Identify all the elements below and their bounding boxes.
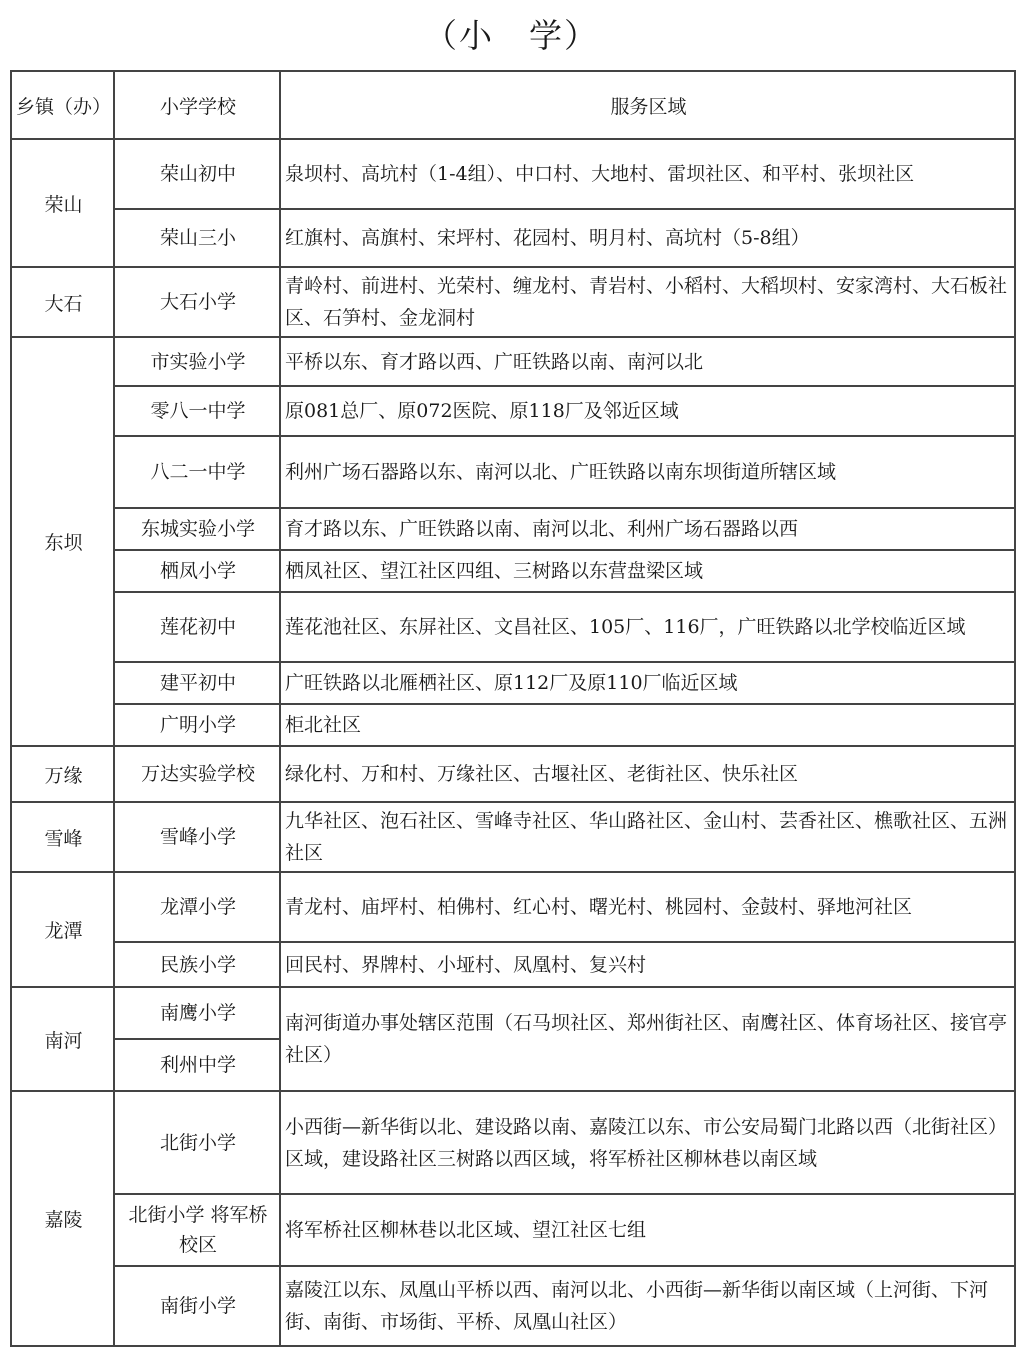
area-cell: 平桥以东、育才路以西、广旺铁路以南、南河以北 — [280, 337, 1015, 386]
school-cell: 南街小学 — [114, 1266, 280, 1346]
area-cell: 育才路以东、广旺铁路以南、南河以北、利州广场石器路以西 — [280, 508, 1015, 550]
table-row — [11, 1091, 1015, 1194]
table-row — [11, 746, 1015, 802]
school-cell: 栖凤小学 — [114, 550, 280, 592]
area-cell: 青岭村、前进村、光荣村、缠龙村、青岩村、小稻村、大稻坝村、安家湾村、大石板社区、石笋村、金龙洞村 — [280, 267, 1015, 337]
school-district-table — [10, 70, 1016, 1347]
area-cell: 栖凤社区、望江社区四组、三树路以东营盘梁区域 — [280, 550, 1015, 592]
area-cell: 柜北社区 — [280, 704, 1015, 746]
school-cell: 民族小学 — [114, 942, 280, 987]
school-cell: 建平初中 — [114, 662, 280, 704]
page-title: （小 学） — [424, 16, 599, 55]
school-cell: 荣山三小 — [114, 209, 280, 267]
township-cell: 大石 — [11, 267, 114, 337]
area-cell: 莲花池社区、东屏社区、文昌社区、105厂、116厂，广旺铁路以北学校临近区域 — [280, 592, 1015, 662]
township-cell: 嘉陵 — [11, 1091, 114, 1346]
area-cell: 绿化村、万和村、万缘社区、古堰社区、老街社区、快乐社区 — [280, 746, 1015, 802]
school-cell: 东城实验小学 — [114, 508, 280, 550]
table-row — [11, 872, 1015, 942]
area-cell: 利州广场石器路以东、南河以北、广旺铁路以南东坝街道所辖区域 — [280, 436, 1015, 508]
township-cell: 龙潭 — [11, 872, 114, 987]
school-cell: 利州中学 — [114, 1039, 280, 1091]
school-cell: 广明小学 — [114, 704, 280, 746]
area-cell: 小西街—新华街以北、建设路以南、嘉陵江以东、市公安局蜀门北路以西（北街社区）区域，建设路社区三树路以西区域，将军桥社区柳林巷以南区域 — [280, 1091, 1015, 1194]
township-cell: 雪峰 — [11, 802, 114, 872]
school-cell: 雪峰小学 — [114, 802, 280, 872]
table-row — [11, 386, 1015, 436]
area-cell: 广旺铁路以北雁栖社区、原112厂及原110厂临近区域 — [280, 662, 1015, 704]
table-row — [11, 139, 1015, 209]
table-row — [11, 592, 1015, 662]
school-cell: 万达实验学校 — [114, 746, 280, 802]
school-cell: 大石小学 — [114, 267, 280, 337]
township-cell: 荣山 — [11, 139, 114, 267]
table-row — [11, 508, 1015, 550]
area-cell: 青龙村、庙坪村、柏佛村、红心村、曙光村、桃园村、金鼓村、驿地河社区 — [280, 872, 1015, 942]
table-row — [11, 942, 1015, 987]
table-header-row — [11, 71, 1015, 139]
table-row — [11, 1194, 1015, 1266]
table-row — [11, 802, 1015, 872]
school-cell: 荣山初中 — [114, 139, 280, 209]
table-row — [11, 209, 1015, 267]
township-cell: 东坝 — [11, 337, 114, 746]
table-row — [11, 267, 1015, 337]
header-township: 乡镇（办） — [11, 71, 114, 139]
table-row — [11, 1266, 1015, 1346]
school-cell: 市实验小学 — [114, 337, 280, 386]
table-row — [11, 987, 1015, 1039]
area-cell: 原081总厂、原072医院、原118厂及邻近区域 — [280, 386, 1015, 436]
area-cell: 将军桥社区柳林巷以北区域、望江社区七组 — [280, 1194, 1015, 1266]
table-row — [11, 662, 1015, 704]
table-row — [11, 550, 1015, 592]
area-cell: 回民村、界牌村、小垭村、凤凰村、复兴村 — [280, 942, 1015, 987]
township-cell: 万缘 — [11, 746, 114, 802]
table-row — [11, 436, 1015, 508]
table-row — [11, 704, 1015, 746]
township-cell: 南河 — [11, 987, 114, 1091]
table-row — [11, 337, 1015, 386]
school-cell: 北街小学 — [114, 1091, 280, 1194]
school-cell: 零八一中学 — [114, 386, 280, 436]
school-cell: 龙潭小学 — [114, 872, 280, 942]
header-area: 服务区域 — [280, 71, 1015, 139]
school-cell: 北街小学 将军桥校区 — [114, 1194, 280, 1266]
header-school: 小学学校 — [114, 71, 280, 139]
area-cell: 嘉陵江以东、凤凰山平桥以西、南河以北、小西街—新华街以南区域（上河街、下河街、南街、市场街、平桥、凤凰山社区） — [280, 1266, 1015, 1346]
area-cell: 南河街道办事处辖区范围（石马坝社区、郑州街社区、南鹰社区、体育场社区、接官亭社区） — [280, 987, 1015, 1091]
school-cell: 莲花初中 — [114, 592, 280, 662]
school-cell: 南鹰小学 — [114, 987, 280, 1039]
area-cell: 泉坝村、高坑村（1-4组）、中口村、大地村、雷坝社区、和平村、张坝社区 — [280, 139, 1015, 209]
school-cell: 八二一中学 — [114, 436, 280, 508]
area-cell: 九华社区、泡石社区、雪峰寺社区、华山路社区、金山村、芸香社区、樵歌社区、五洲社区 — [280, 802, 1015, 872]
area-cell: 红旗村、高旗村、宋坪村、花园村、明月村、高坑村（5-8组） — [280, 209, 1015, 267]
